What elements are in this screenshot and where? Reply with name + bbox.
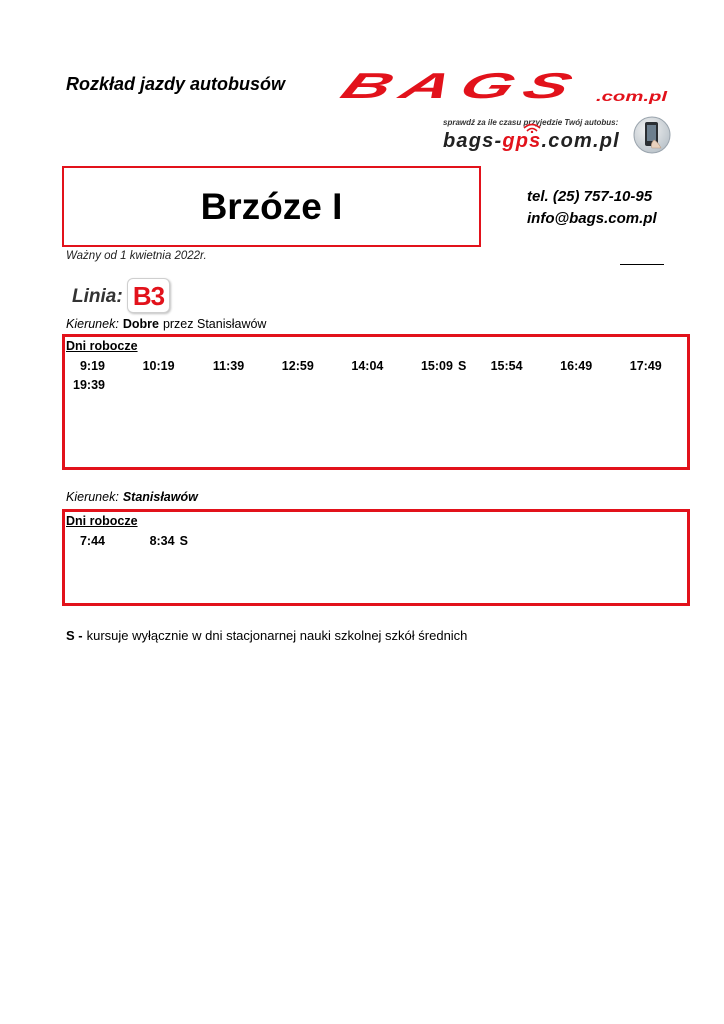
- departure-time-value: 17:49: [629, 359, 662, 373]
- gps-tagline: sprawdź za ile czasu przyjedzie Twój autobus:: [443, 118, 619, 127]
- departure-time: [209, 357, 279, 376]
- departure-time-value: 16:49: [560, 359, 593, 373]
- departure-time: [70, 532, 140, 551]
- departure-time-value: 10:19: [142, 359, 175, 373]
- direction-label: Kierunek:: [66, 490, 119, 504]
- separator-line: [620, 264, 664, 265]
- bags-logo-brand: BAGS: [334, 65, 591, 106]
- departure-time: [627, 357, 685, 376]
- departure-list: [70, 357, 685, 395]
- direction-heading: [66, 490, 198, 505]
- stop-name-box: [62, 166, 481, 247]
- departure-time: [140, 357, 210, 376]
- departure-time: [488, 357, 558, 376]
- day-type-label: Dni robocze: [66, 514, 138, 528]
- footnote: [66, 628, 467, 644]
- departure-time: [70, 357, 140, 376]
- departure-time-value: 8:34: [149, 534, 175, 548]
- schedule-box: [62, 334, 690, 470]
- direction-via: przez Stanisławów: [162, 317, 267, 331]
- direction-destination: Dobre: [122, 317, 159, 331]
- gps-website: [443, 130, 620, 152]
- line-number: B3: [132, 280, 165, 311]
- day-type-label: Dni robocze: [66, 339, 138, 353]
- smartphone-icon: [632, 116, 672, 154]
- departure-time-value: 14:04: [351, 359, 384, 373]
- contact-info: [527, 186, 657, 230]
- departure-list: [70, 532, 685, 551]
- departure-time-value: 7:44: [79, 534, 105, 548]
- stop-name: Brzóze I: [200, 185, 343, 227]
- validity-date: Ważny od 1 kwietnia 2022r.: [66, 250, 207, 262]
- departure-time: [348, 357, 418, 376]
- departure-time-value: 12:59: [281, 359, 314, 373]
- gps-website-suffix: .com.pl: [541, 130, 620, 152]
- departure-time: [140, 532, 210, 551]
- departure-time-value: 15:54: [490, 359, 523, 373]
- line-badge: [127, 278, 170, 313]
- schedule-box: [62, 509, 690, 606]
- bags-logo-domain: .com.pl: [596, 88, 668, 104]
- departure-time-value: 9:19: [79, 359, 105, 373]
- footnote-symbol: S -: [66, 628, 83, 643]
- footnote-text: kursuje wyłącznie w dni stacjonarnej nauki szkolnej szkół średnich: [86, 628, 468, 643]
- departure-time-value: 15:09: [420, 359, 453, 373]
- gps-website-highlight: gps: [502, 130, 542, 152]
- direction-destination: Stanisławów: [122, 490, 198, 504]
- departure-time: [70, 376, 140, 395]
- departure-time: [279, 357, 349, 376]
- departure-time-value: 11:39: [212, 359, 245, 373]
- departure-time: [418, 357, 488, 376]
- gps-website-prefix: bags-: [443, 130, 503, 152]
- contact-phone: tel. (25) 757-10-95: [527, 188, 653, 205]
- departure-time: [557, 357, 627, 376]
- contact-email: info@bags.com.pl: [527, 210, 657, 227]
- direction-heading: [66, 317, 266, 332]
- departure-note: S: [457, 359, 467, 373]
- line-label: Linia:: [72, 286, 123, 307]
- direction-label: Kierunek:: [66, 317, 119, 331]
- departure-time-value: 19:39: [73, 378, 105, 392]
- departure-note: S: [179, 534, 188, 548]
- document-title: Rozkład jazdy autobusów: [66, 74, 286, 94]
